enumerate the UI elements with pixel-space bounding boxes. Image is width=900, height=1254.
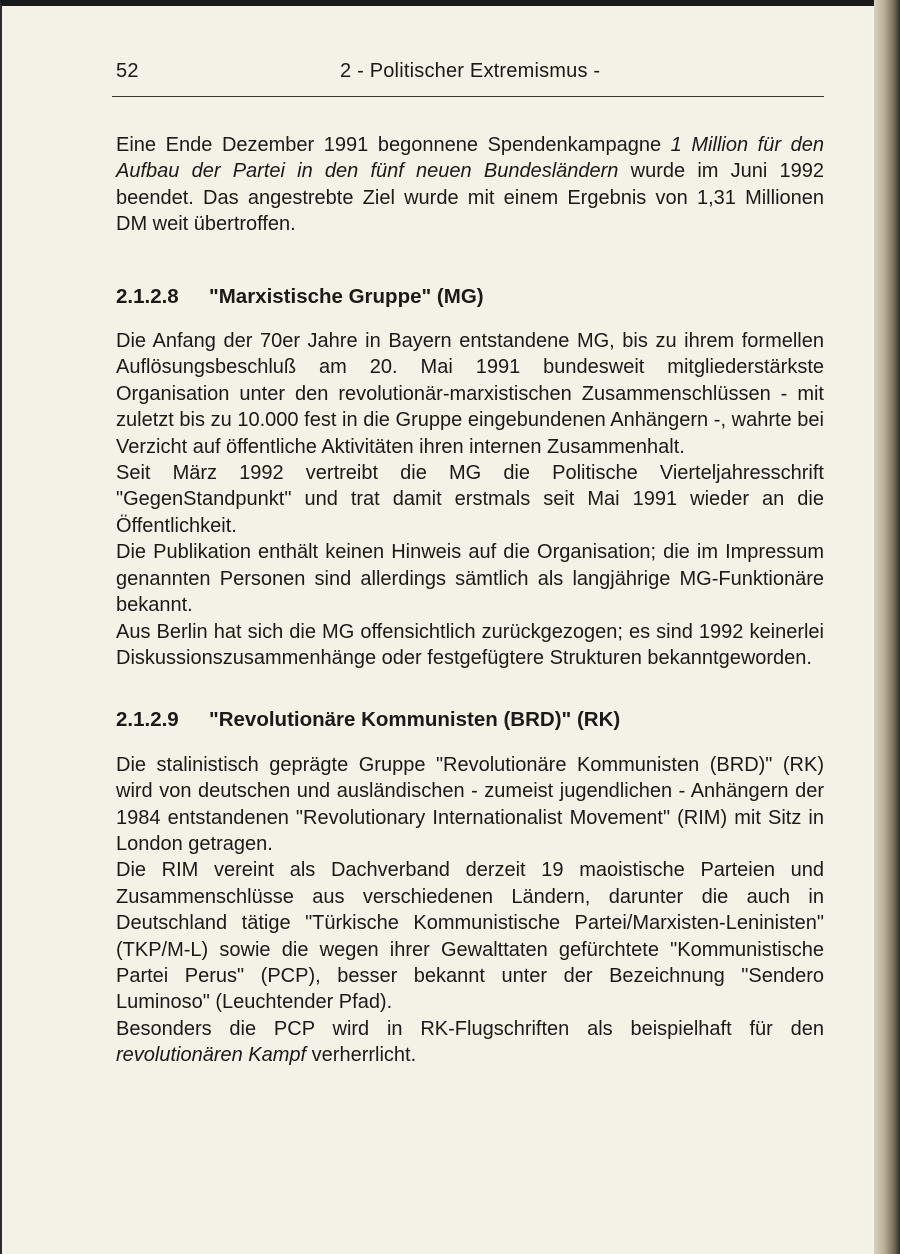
rk-emphasis: revolutionären Kampf bbox=[116, 1044, 307, 1067]
page-number: 52 bbox=[116, 60, 139, 82]
header-rule bbox=[112, 96, 824, 97]
section-heading-mg bbox=[116, 284, 824, 310]
rk-text-before: Besonders die PCP wird in RK-Flugschriften als beispielhaft für den bbox=[116, 1017, 824, 1040]
book-binding-edge bbox=[874, 0, 900, 1254]
intro-text-before: Eine Ende Dezember 1991 begonnene Spendenkampagne bbox=[116, 134, 671, 156]
mg-paragraph: Seit März 1992 vertreibt die MG die Politische Vierteljahresschrift "GegenStandpunkt" und trat damit erstmals seit Mai 1991 wieder an die Öffentlichkeit. bbox=[116, 462, 824, 537]
intro-emphasis: 1 Million für den Aufbau der Partei in den fünf neuen Bundesländern bbox=[116, 134, 824, 183]
mg-paragraph: Die Publikation enthält keinen Hinweis auf die Organisation; die im Impressum genannten Personen sind allerdings sämtlich als langjährige MG-Funktionäre bekannt. bbox=[116, 541, 824, 617]
page-content bbox=[116, 132, 824, 1069]
mg-paragraph: Die Anfang der 70er Jahre in Bayern entstandene MG, bis zu ihrem formellen Auflösungsbeschluß am 20. Mai 1991 bundesweit mitgliederstärkste Organisation unter den revolutionär-marxistischen Zusammenschlüssen - mit zuletzt bis zu 10.000 fest in die Gruppe eingebundenen Anhängern -, wahrte bei Verzicht auf öffentliche Aktivitäten ihren internen Zusammenhalt. bbox=[116, 330, 824, 458]
rk-text-after: verherrlicht. bbox=[306, 1044, 417, 1067]
section-number: 2.1.2.8 bbox=[116, 284, 179, 308]
section-title: "Revolutionäre Kommunisten (BRD)" (RK) bbox=[209, 708, 621, 732]
intro-paragraph bbox=[116, 132, 824, 238]
chapter-title: 2 - Politischer Extremismus - bbox=[340, 60, 601, 82]
rk-paragraph: Die stalinistisch geprägte Gruppe "Revolutionäre Kommunisten (BRD)" (RK) wird von deutschen und ausländischen - zumeist jugendlichen - Anhängern der 1984 entstandenen "Revolutionary Internationalist Movement" (RIM) mit Sitz in London getragen. bbox=[116, 753, 824, 855]
rk-paragraph-last bbox=[116, 1016, 824, 1069]
rk-paragraph: Die RIM vereint als Dachverband derzeit 19 maoistische Parteien und Zusammenschlüsse aus verschiedenen Ländern, darunter die auch in Deutschland tätige "Türkische Kommunistische Partei/Marxisten-Leninisten" (TKP/M-L) sowie die wegen ihrer Gewalttaten gefürchtete "Kommunistische Partei Perus" (PCP), besser bekannt unter der Bezeichnung "Sendero Luminoso" (Leuchtender Pfad). bbox=[116, 859, 824, 1014]
intro-text-after: wurde im Juni 1992 beendet. Das angestrebte Ziel wurde mit einem Ergebnis von 1,31 Millionen DM weit übertroffen. bbox=[116, 160, 825, 236]
section-title: "Marxistische Gruppe" (MG) bbox=[209, 284, 484, 308]
section-heading-rk bbox=[116, 707, 824, 733]
mg-paragraph: Aus Berlin hat sich die MG offensichtlich zurückgezogen; es sind 1992 keinerlei Diskussionszusammenhänge oder festgefügtere Strukturen bekanntgeworden. bbox=[116, 620, 824, 669]
section-number: 2.1.2.9 bbox=[116, 708, 179, 732]
